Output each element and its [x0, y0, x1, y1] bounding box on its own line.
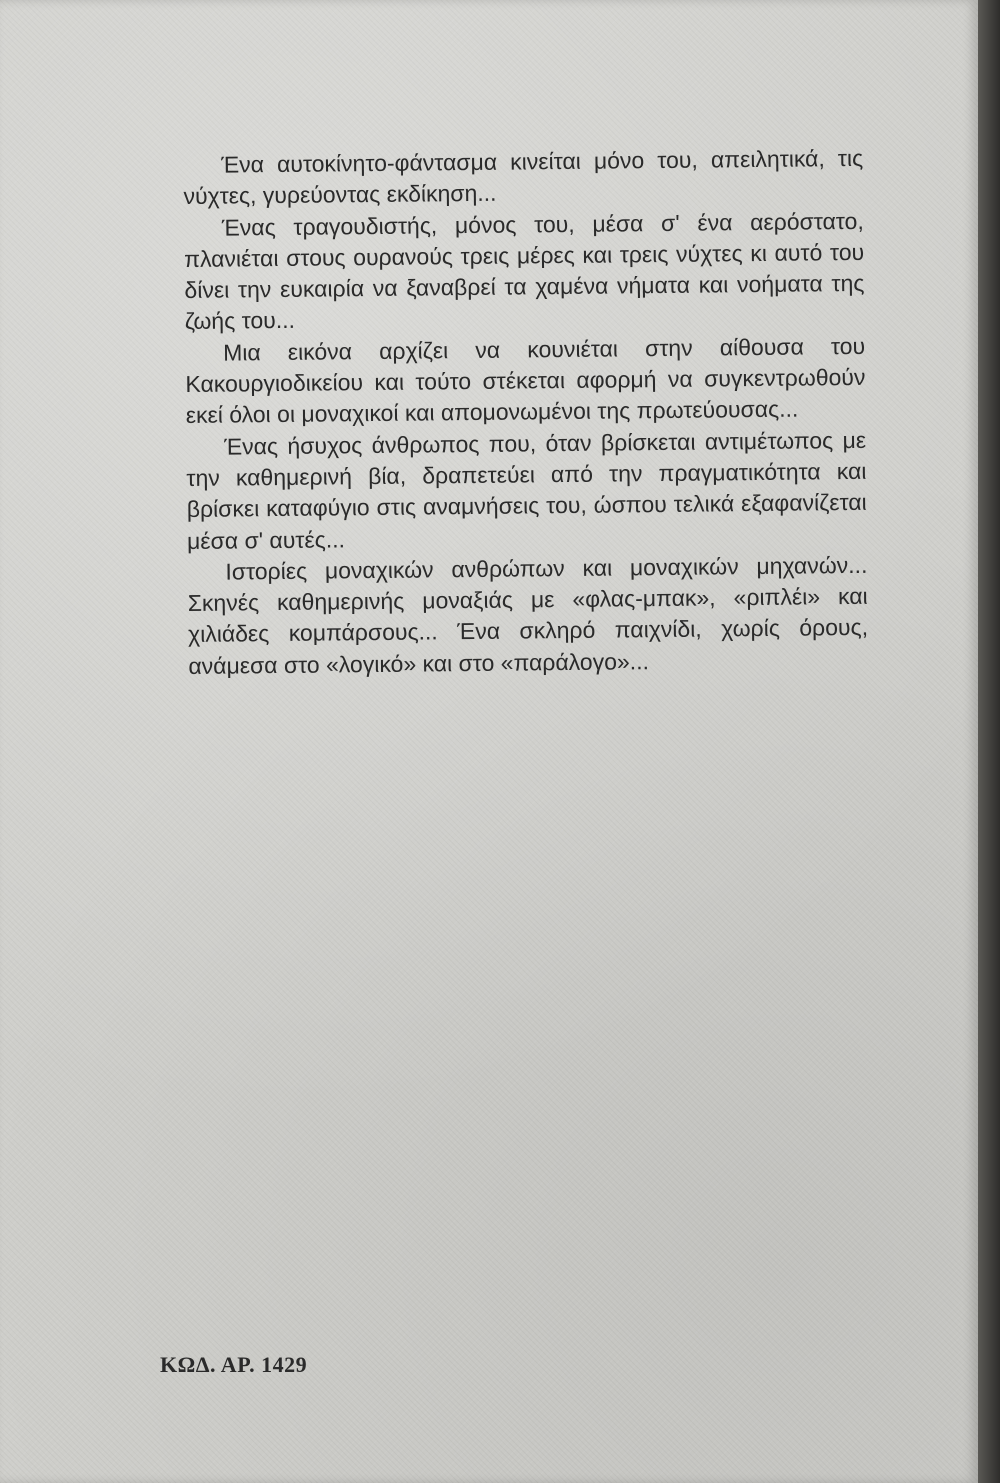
book-edge-shadow	[978, 0, 1000, 1483]
blurb-paragraph-5: Ιστορίες μοναχικών ανθρώπων και μοναχικών μηχανών... Σκηνές καθημερινής μοναξιάς με «φλας-μπακ», «ριπλέι» και χιλιάδες κομπάρσους... Ένα σκληρό παιχνίδι, χωρίς όρους, ανάμεσα στο «λογικό» και στο «παράλογο»...	[187, 551, 869, 679]
blurb-paragraph-1: Ένα αυτοκίνητο-φάντασμα κινείται μόνο του, απειλητικά, τις νύχτες, γυρεύοντας εκδίκηση...	[183, 144, 864, 210]
cover-blurb	[183, 143, 869, 682]
blurb-paragraph-3: Μια εικόνα αρχίζει να κουνιέται στην αίθουσα του Κακουργιοδικείου και τούτο στέκεται αφορμή να συγκεντρωθούν εκεί όλοι οι μοναχικοί και απομονωμένοι της πρωτεύουσας...	[185, 332, 866, 429]
blurb-paragraph-4: Ένας ήσυχος άνθρωπος που, όταν βρίσκεται αντιμέτωπος με την καθημερινή βία, δραπετεύει από την πραγματικότητα και βρίσκει καταφύγιο στις αναμνήσεις του, ώσπου τελικά εξαφανίζεται μέσα σ' αυτές...	[186, 426, 867, 554]
catalog-code: ΚΩΔ. ΑΡ. 1429	[160, 1352, 308, 1377]
blurb-paragraph-2: Ένας τραγουδιστής, μόνος του, μέσα σ' ένα αερόστατο, πλανιέται στους ουρανούς τρεις μέρες και τρεις νύχτες κι αυτό του δίνει την ευκαιρία να ξαναβρεί τα χαμένα νήματα και νοήματα της ζωής του...	[184, 207, 865, 335]
